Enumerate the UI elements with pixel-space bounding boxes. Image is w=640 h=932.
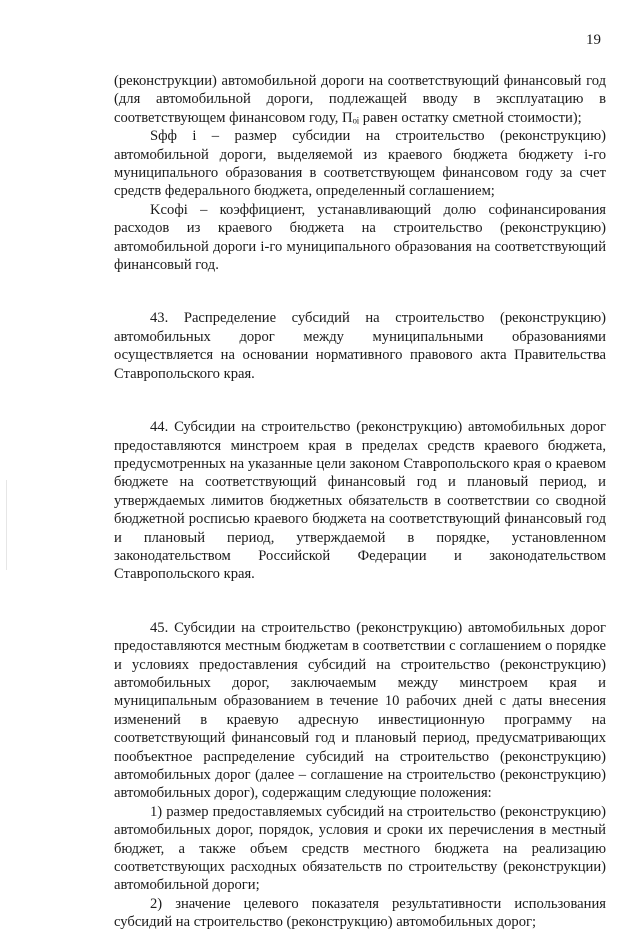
paragraph-45-item-1: 1) размер предоставляемых субсидий на строительство (реконструкцию) автомобильных дорог, порядок, условия и сроки их перечисления в местный бюджет, а также объем средств местного бюджета на реализацию соответствующих расходных обязательств по строительству (реконструкции) автомобильной дороги; (114, 803, 606, 894)
paragraph-44: 44. Субсидии на строительство (реконструкцию) автомобильных дорог предоставляются минстроем края в пределах средств краевого бюджета, предусмотренных на указанные цели законом Ставропольского края о краевом бюджете на соответствующий финансовый год и плановый период, и утверждаемых лимитов бюджетных обязательств в соответствии со сводной бюджетной росписью краевого бюджета на соответствующий финансовый год и плановый период, утверждаемой в порядке, установленном законодательством Российской Федерации и законодательством Ставропольского края. (114, 419, 606, 583)
paragraph-45: 45. Субсидии на строительство (реконструкцию) автомобильных дорог предоставляются местным бюджетам в соответствии с соглашением о порядке и условиях предоставления субсидий на строительство (реконструкцию) автомобильных дорог, заключаемым между минстроем края и муниципальным образованием в течение 10 рабочих дней с даты внесения изменений в краевую адресную инвестиционную программу на соответствующий финансовый год и плановый период, предусматривающих пообъектное распределение субсидий на строительство (реконструкцию) автомобильных дорог (далее – соглашение на строительство (реконструкцию) автомобильных дорог), содержащим следующие положения: (114, 619, 606, 802)
paragraph-45-item-2: 2) значение целевого показателя результативности использования субсидий на строительство (реконструкцию) автомобильных дорог; (114, 895, 606, 931)
paragraph-43: 43. Распределение субсидий на строительство (реконструкцию) автомобильных дорог между муниципальными образованиями осуществляется на основании нормативного правового акта Правительства Ставропольского края. (114, 310, 606, 382)
page-number: 19 (586, 32, 601, 48)
paragraph-continuation: (реконструкции) автомобильной дороги на соответствующий финансовый год (для автомобильной дороги, подлежащей вводу в эксплуатацию в соответствующем финансовом году, Пₒᵢ равен остатку сметной стоимости); (114, 73, 606, 126)
paragraph-definition-s: Sфф i – размер субсидии на строительство (реконструкцию) автомобильной дороги, выделяемой из краевого бюджета бюджету i-го муниципального образования в соответствующем финансовом году за счет средств федерального бюджета, определенный соглашением; (114, 128, 606, 200)
paragraph-definition-k: Kсофi – коэффициент, устанавливающий долю софинансирования расходов из краевого бюджета на строительство (реконструкцию) автомобильной дороги i-го муниципального образования на соответствующий финансовый год. (114, 201, 606, 274)
scan-artifact (6, 480, 7, 570)
document-body (114, 72, 606, 932)
